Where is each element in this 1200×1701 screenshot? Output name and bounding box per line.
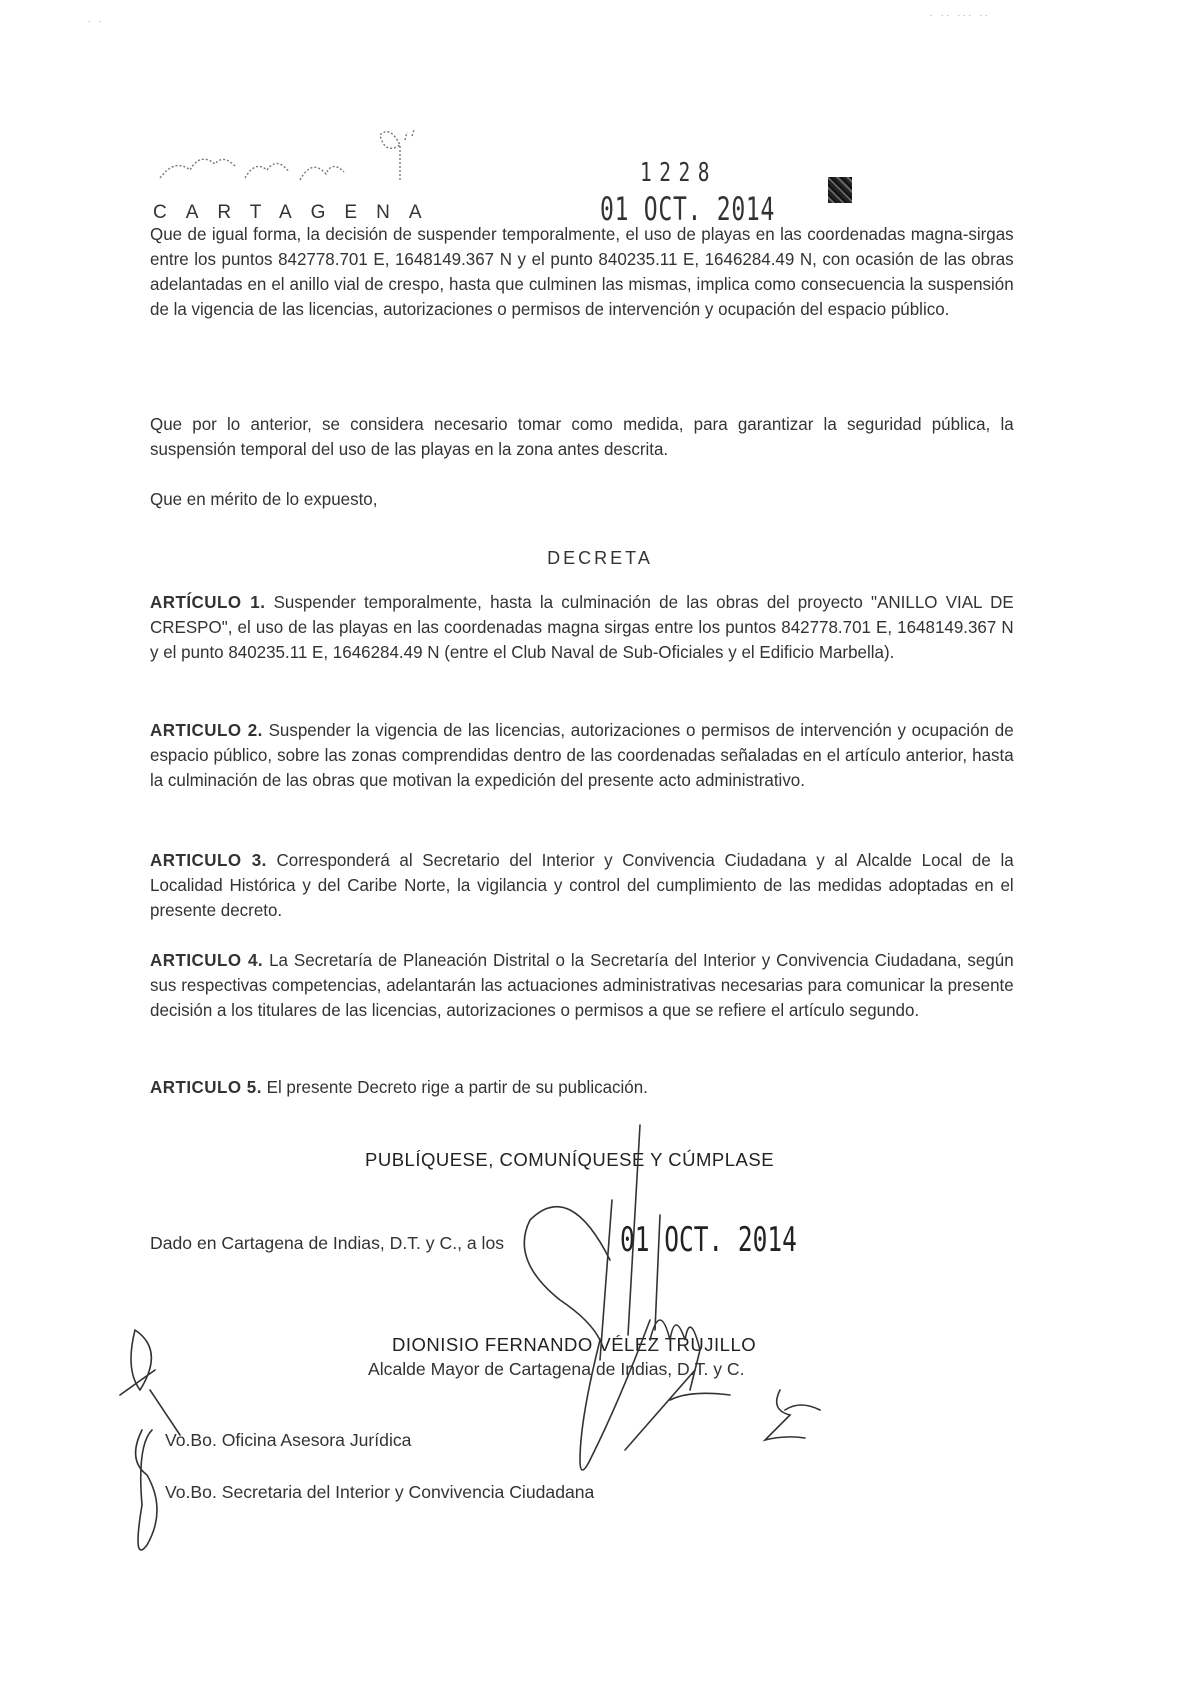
article-3-label: ARTICULO 3. (150, 850, 267, 870)
approval-interior-secretary: Vo.Bo. Secretaria del Interior y Convivencia Ciudadana (165, 1482, 595, 1502)
given-in-text: Dado en Cartagena de Indias, D.T. y C., a los (150, 1233, 505, 1253)
given-date-stamp: 01 OCT. 2014 (620, 1220, 797, 1260)
scan-artifact-left: . . (88, 14, 105, 24)
article-2-label: ARTICULO 2. (150, 720, 263, 740)
article-5-label: ARTICULO 5. (150, 1077, 262, 1097)
article-1-label: ARTÍCULO 1. (150, 592, 266, 612)
logo-wordmark: CARTAGENA (153, 202, 441, 223)
article-1-text: Suspender temporalmente, hasta la culminación de las obras del proyecto "ANILLO VIAL DE CRESPO", el uso de las playas en las coordenadas magna sirgas entre los puntos 842778.701 E, 1648149.367 N y el punto 840235.11 E, 1646284.49 N (entre el Club Naval de Sub-Oficiales y el Edificio Marbella). (150, 592, 1014, 662)
preamble-paragraph-2: Que por lo anterior, se considera necesario tomar como medida, para garantizar la seguridad pública, la suspensión temporal del uso de las playas en la zona antes descrita. (150, 414, 1014, 459)
article-1 (150, 590, 1014, 665)
article-5-text: El presente Decreto rige a partir de su publicación. (266, 1077, 648, 1097)
signer-name: DIONISIO FERNANDO VÉLEZ TRUJILLO (392, 1334, 757, 1355)
decree-number-stamp: 1228 (640, 158, 717, 188)
decree-heading: DECRETA (547, 548, 653, 568)
article-3 (150, 848, 1014, 923)
closing-formula: PUBLÍQUESE, COMUNÍQUESE Y CÚMPLASE (365, 1149, 775, 1170)
scan-artifact-right: . .. ... .. (930, 8, 991, 18)
preamble-paragraph-3: Que en mérito de lo expuesto, (150, 489, 378, 509)
article-2-text: Suspender la vigencia de las licencias, autorizaciones o permisos de intervención y ocupación de espacio público, sobre las zonas comprendidas dentro de las coordenadas señaladas en el artículo anterior, hasta la culminación de las obras que motivan la expedición del presente acto administrativo. (150, 720, 1014, 790)
article-3-text: Corresponderá al Secretario del Interior y Convivencia Ciudadana y al Alcalde Local de la Localidad Histórica y del Caribe Norte, la vigilancia y control del cumplimiento de las medidas adoptadas en el presente decreto. (150, 850, 1014, 920)
cartagena-logo-icon (150, 130, 460, 190)
article-5 (150, 1075, 1014, 1100)
decree-date-stamp: 01 OCT. 2014 (600, 190, 776, 228)
article-2 (150, 718, 1014, 793)
preamble-paragraph-1: Que de igual forma, la decisión de suspender temporalmente, el uso de playas en las coordenadas magna-sirgas entre los puntos 842778.701 E, 1648149.367 N y el punto 840235.11 E, 1646284.49 N, con ocasión de las obras adelantadas en el anillo vial de crespo, hasta que culminen las mismas, implica como consecuencia la suspensión de la vigencia de las licencias, autorizaciones o permisos de intervención y ocupación del espacio público. (150, 224, 1014, 319)
qr-code-icon (828, 177, 852, 203)
article-4-text: La Secretaría de Planeación Distrital o la Secretaría del Interior y Convivencia Ciudadana, según sus respectivas competencias, adelantarán las actuaciones administrativas necesarias para comunicar la presente decisión a los titulares de las licencias, autorizaciones o permisos a que se refiere el artículo segundo. (150, 950, 1014, 1020)
article-4-label: ARTICULO 4. (150, 950, 264, 970)
signer-title: Alcalde Mayor de Cartagena de Indias, D.T. y C. (368, 1359, 745, 1379)
article-4 (150, 948, 1014, 1023)
approval-legal-office: Vo.Bo. Oficina Asesora Jurídica (165, 1430, 412, 1450)
